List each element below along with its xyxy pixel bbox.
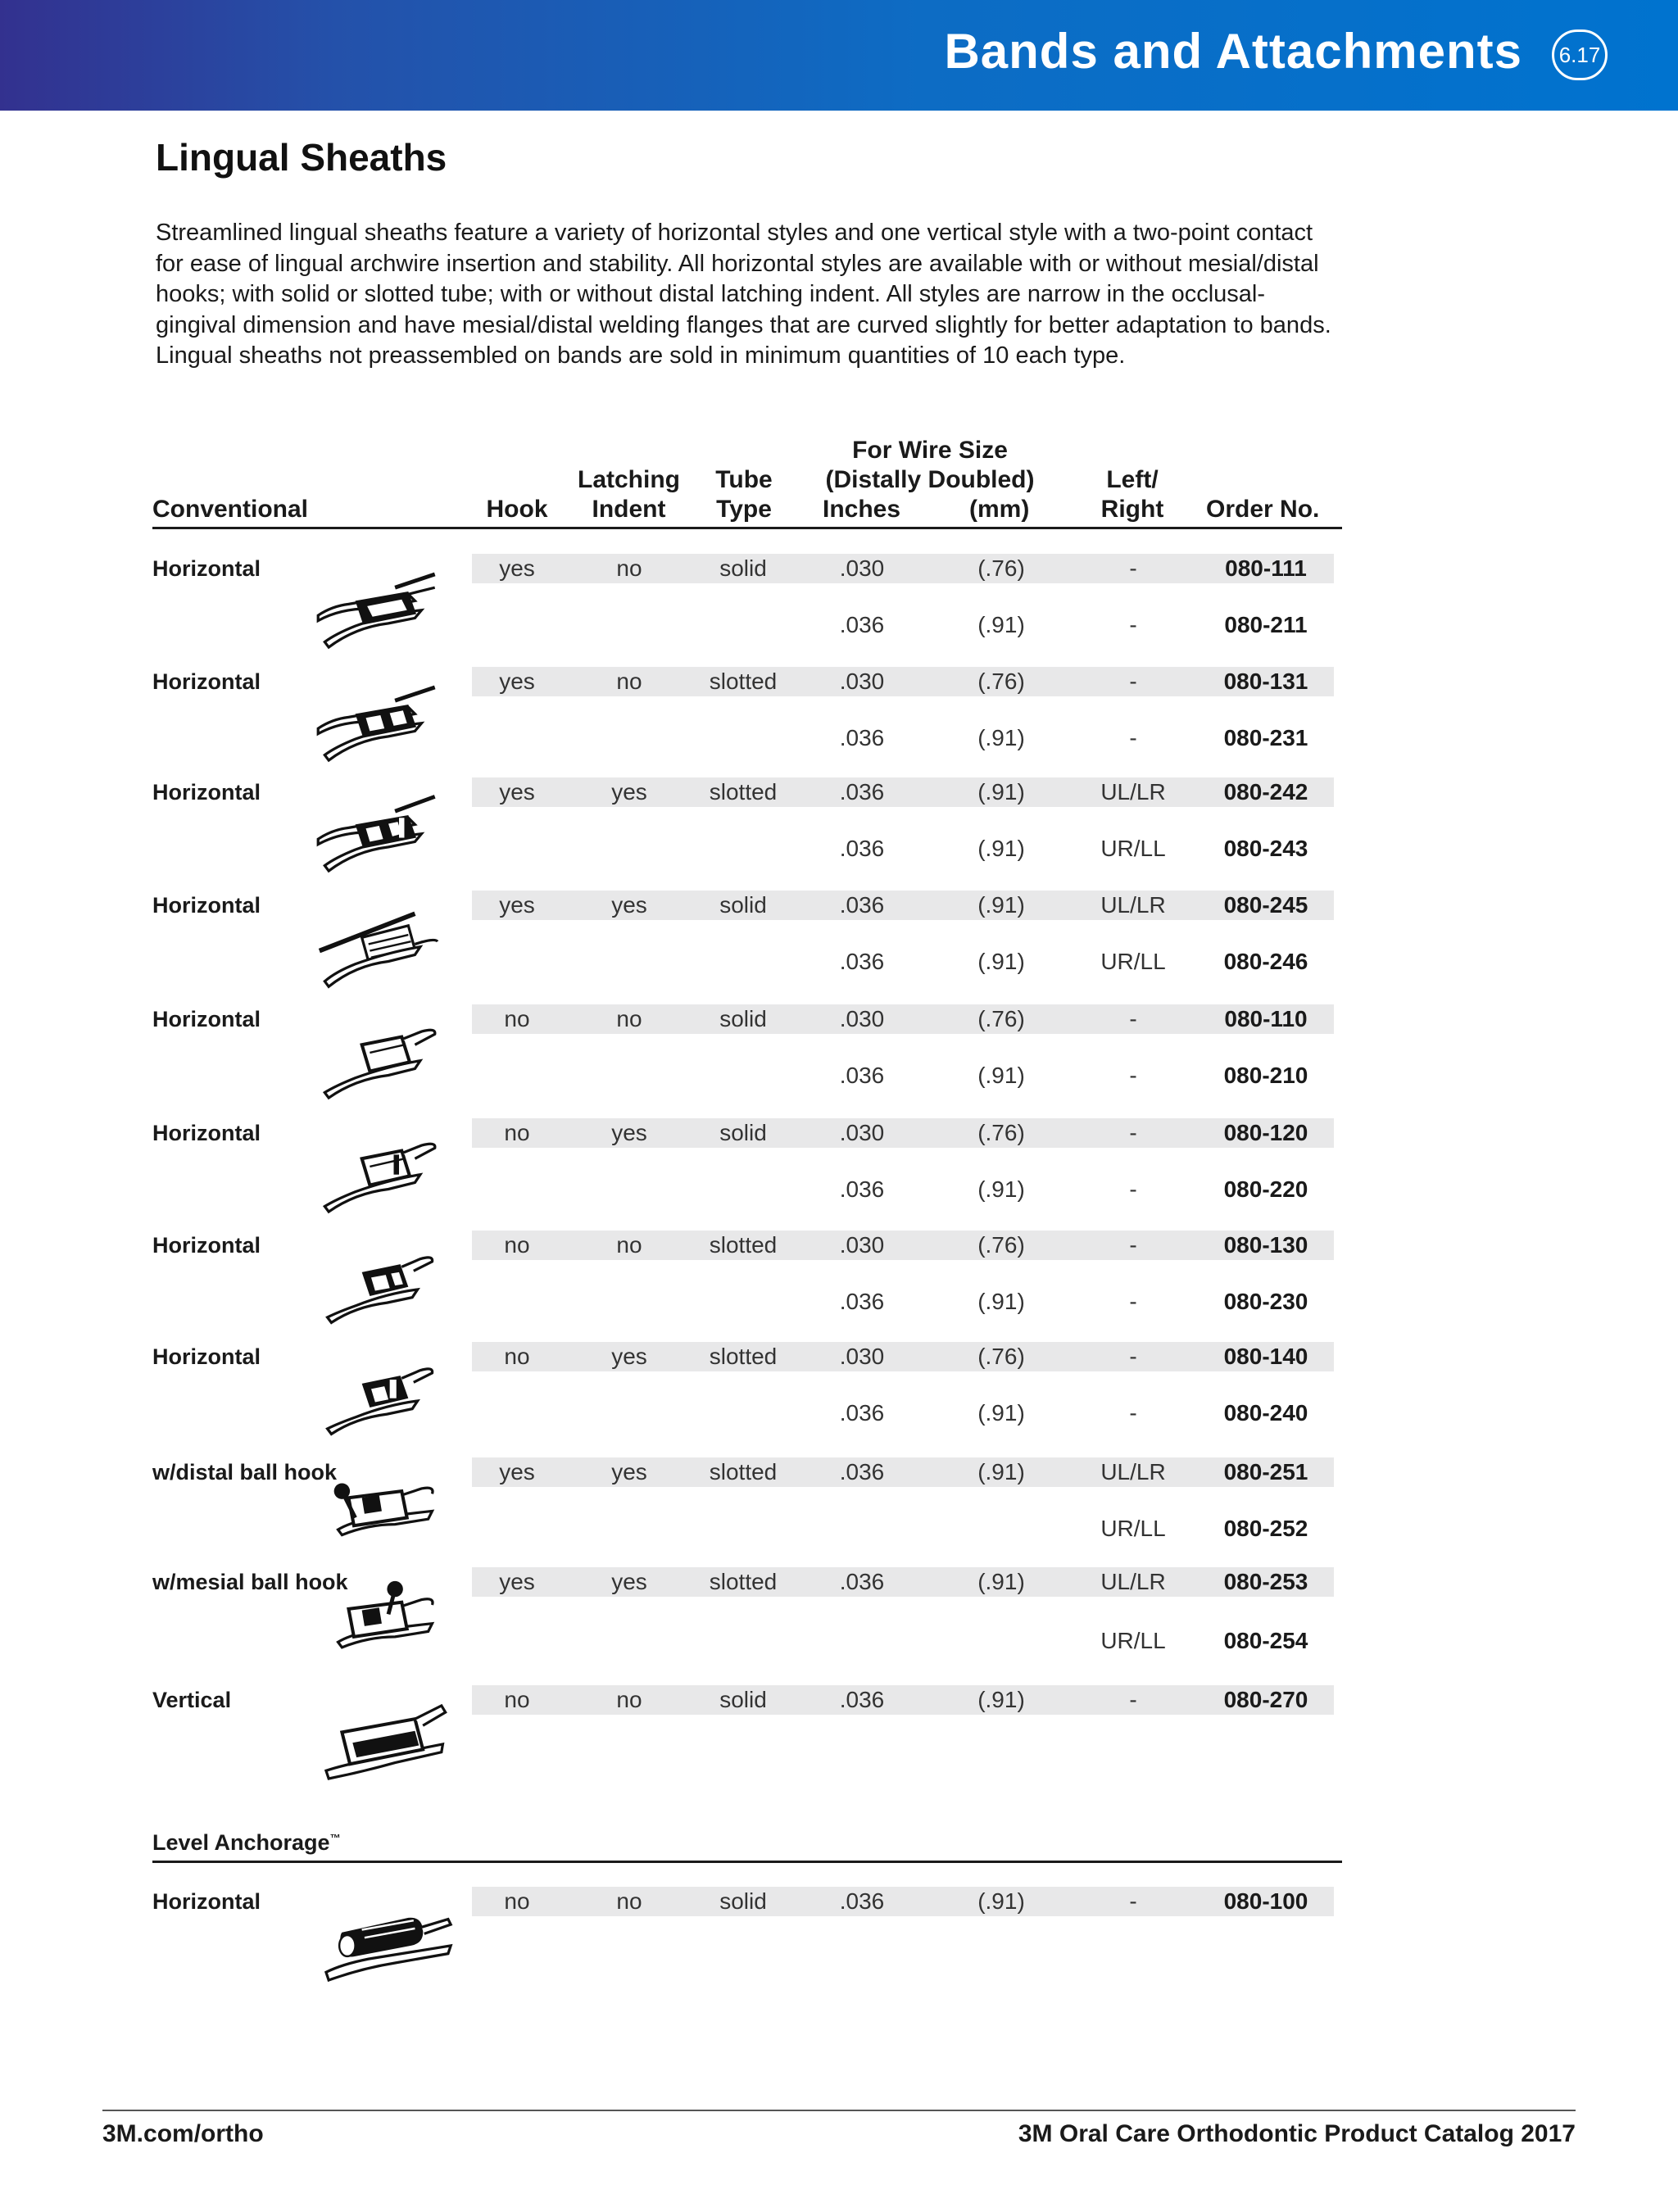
cell-left-right: - <box>1129 1400 1137 1426</box>
cell-tube-type: slotted <box>709 669 778 694</box>
cell-hook: no <box>504 1120 530 1145</box>
sheath-horizontal-plain-solid-icon <box>315 1014 455 1108</box>
group-label: Horizontal <box>152 780 261 805</box>
cell-tube-type <box>686 1514 800 1543</box>
cell-hook <box>468 1061 566 1090</box>
cell-left-right: UR/LL <box>1100 1628 1166 1653</box>
cell-inches <box>817 1514 907 1543</box>
cell-latching-indent <box>580 1514 678 1543</box>
cell-tube-type: slotted <box>709 1232 778 1258</box>
cell-left-right: - <box>1129 1687 1137 1712</box>
cell-hook: yes <box>499 1459 535 1484</box>
cell-order-no: 080-246 <box>1223 949 1308 974</box>
cell-order-no: 080-110 <box>1224 1006 1308 1031</box>
cell-hook <box>468 1626 566 1656</box>
sheath-horizontal-hook-solid-icon <box>315 564 455 658</box>
cell-latching-indent <box>580 723 678 753</box>
cell-latching-indent <box>580 1061 678 1090</box>
cell-inches: .036 <box>839 892 885 918</box>
col-header-wire-line2: (Distally Doubled) <box>825 466 1035 493</box>
cell-left-right: UL/LR <box>1100 779 1166 805</box>
header-rule <box>152 527 1342 529</box>
cell-left-right: UL/LR <box>1100 1569 1166 1594</box>
cell-latching-indent: no <box>616 1232 642 1258</box>
group-label: Horizontal <box>152 556 261 581</box>
cell-hook <box>468 723 566 753</box>
sheath-horizontal-latch-slotted-icon <box>315 1352 455 1446</box>
col-header-tube-line1: Tube <box>715 466 773 493</box>
cell-tube-type: solid <box>719 1006 767 1031</box>
cell-left-right: - <box>1129 555 1137 581</box>
cell-hook: no <box>504 1344 530 1369</box>
cell-inches: .036 <box>839 1176 885 1202</box>
cell-tube-type: solid <box>719 1120 767 1145</box>
cell-mm: (.91) <box>977 1063 1025 1088</box>
cell-tube-type: slotted <box>709 1344 778 1369</box>
cell-mm: (.76) <box>977 1232 1025 1258</box>
page-number-badge: 6.17 <box>1552 29 1608 80</box>
cell-order-no: 080-245 <box>1223 892 1308 918</box>
cell-latching-indent <box>580 834 678 863</box>
cell-hook <box>468 1175 566 1204</box>
cell-left-right: - <box>1129 1888 1137 1914</box>
cell-hook: yes <box>499 892 535 918</box>
col-header-lr-line2: Right <box>1100 496 1164 523</box>
footer-url: 3M.com/ortho <box>102 2120 264 2147</box>
cell-hook: yes <box>499 555 535 581</box>
col-header-inches: Inches <box>823 496 901 523</box>
cell-mm: (.91) <box>977 1289 1025 1314</box>
sheath-level-anchorage-icon <box>315 1897 455 1991</box>
sheath-distal-ball-hook-icon <box>315 1467 455 1562</box>
cell-mm: (.91) <box>977 892 1025 918</box>
col-header-mm: (mm) <box>969 496 1030 523</box>
cell-left-right: - <box>1129 1289 1137 1314</box>
cell-latching-indent <box>580 610 678 640</box>
cell-tube-type <box>686 1175 800 1204</box>
cell-inches: .030 <box>839 1344 885 1369</box>
cell-hook: yes <box>499 669 535 694</box>
cell-inches: .030 <box>839 669 885 694</box>
cell-order-no: 080-251 <box>1223 1459 1308 1484</box>
cell-order-no: 080-130 <box>1223 1232 1308 1258</box>
cell-order-no: 080-243 <box>1223 836 1308 861</box>
cell-latching-indent <box>580 1287 678 1317</box>
page-header-title: Bands and Attachments <box>944 24 1522 79</box>
cell-inches: .036 <box>839 949 885 974</box>
group-label: Horizontal <box>152 1007 261 1031</box>
cell-mm: (.91) <box>977 779 1025 805</box>
cell-tube-type: slotted <box>709 1459 778 1484</box>
cell-latching-indent <box>580 1398 678 1428</box>
cell-mm: (.91) <box>977 1888 1025 1914</box>
intro-line: Streamlined lingual sheaths feature a variety of horizontal styles and one vertical style with a two-point contact <box>156 220 1313 246</box>
cell-tube-type <box>686 1287 800 1317</box>
cell-inches: .036 <box>839 612 885 637</box>
cell-order-no: 080-253 <box>1223 1569 1308 1594</box>
footer-rule <box>102 2110 1576 2111</box>
cell-hook <box>468 834 566 863</box>
group-label: w/mesial ball hook <box>152 1570 348 1594</box>
cell-tube-type <box>686 610 800 640</box>
cell-left-right: - <box>1129 725 1137 750</box>
cell-inches: .036 <box>839 1400 885 1426</box>
intro-line: for ease of lingual archwire insertion and stability. All horizontal styles are available with or without mesial/distal <box>156 250 1319 277</box>
intro-line: gingival dimension and have mesial/distal welding flanges that are curved slightly for better adaptation to bands. <box>156 311 1331 338</box>
cell-latching-indent: yes <box>611 1459 647 1484</box>
cell-tube-type <box>686 947 800 977</box>
cell-mm: (.91) <box>977 725 1025 750</box>
footer-catalog-title: 3M Oral Care Orthodontic Product Catalog 2017 <box>1018 2120 1576 2147</box>
cell-left-right: UR/LL <box>1100 1516 1166 1541</box>
cell-left-right: UL/LR <box>1100 892 1166 918</box>
cell-order-no: 080-240 <box>1223 1400 1308 1426</box>
cell-left-right: - <box>1129 1344 1137 1369</box>
cell-tube-type <box>686 723 800 753</box>
cell-order-no: 080-131 <box>1223 669 1308 694</box>
group-label: Vertical <box>152 1688 232 1712</box>
cell-inches: .030 <box>839 1006 885 1031</box>
trademark-symbol: ™ <box>329 1832 341 1844</box>
sheath-mesial-ball-hook-icon <box>315 1577 455 1671</box>
cell-left-right: UL/LR <box>1100 1459 1166 1484</box>
cell-inches: .036 <box>839 1888 885 1914</box>
sheath-horizontal-latch-solid-icon <box>315 1128 455 1222</box>
cell-mm: (.76) <box>977 1120 1025 1145</box>
cell-latching-indent: no <box>616 1888 642 1914</box>
cell-latching-indent <box>580 1175 678 1204</box>
cell-latching-indent: no <box>616 669 642 694</box>
cell-mm: (.91) <box>977 1400 1025 1426</box>
cell-latching-indent: no <box>616 1687 642 1712</box>
col-header-order-no: Order No. <box>1206 496 1320 523</box>
cell-mm: (.91) <box>977 1176 1025 1202</box>
col-header-latching-line1: Latching <box>578 466 680 493</box>
col-header-tube-type <box>703 465 785 524</box>
cell-tube-type: slotted <box>709 779 778 805</box>
sheath-horizontal-hook-latch-slotted-icon <box>315 787 455 882</box>
cell-order-no: 080-252 <box>1223 1516 1308 1541</box>
cell-tube-type: solid <box>719 892 767 918</box>
cell-latching-indent: yes <box>611 1569 647 1594</box>
level-anchorage-rule <box>152 1861 1342 1863</box>
cell-tube-type <box>686 1626 800 1656</box>
cell-inches: .030 <box>839 555 885 581</box>
cell-latching-indent <box>580 1626 678 1656</box>
cell-hook <box>468 610 566 640</box>
sheath-horizontal-plain-slotted-icon <box>315 1240 455 1335</box>
level-anchorage-heading <box>152 1830 341 1856</box>
cell-tube-type <box>686 834 800 863</box>
cell-latching-indent: yes <box>611 1120 647 1145</box>
sheath-horizontal-hook-slotted-icon <box>315 677 455 771</box>
cell-order-no: 080-211 <box>1224 612 1308 637</box>
cell-inches: .036 <box>839 1063 885 1088</box>
cell-hook: no <box>504 1687 530 1712</box>
cell-mm: (.76) <box>977 1344 1025 1369</box>
cell-mm: (.91) <box>977 612 1025 637</box>
sheath-vertical-icon <box>315 1695 455 1789</box>
col-header-conventional: Conventional <box>152 496 309 523</box>
sheath-horizontal-hook-latch-solid-icon <box>315 900 455 995</box>
cell-mm: (.76) <box>977 1006 1025 1031</box>
cell-left-right: - <box>1129 612 1137 637</box>
group-label: Horizontal <box>152 1233 261 1258</box>
group-label: Horizontal <box>152 1344 261 1369</box>
cell-inches: .030 <box>839 1120 885 1145</box>
cell-hook: yes <box>499 779 535 805</box>
cell-mm: (.91) <box>977 1687 1025 1712</box>
cell-mm: (.76) <box>977 555 1025 581</box>
cell-hook <box>468 1514 566 1543</box>
cell-tube-type <box>686 1398 800 1428</box>
col-header-latching-line2: Indent <box>592 496 666 523</box>
cell-hook: yes <box>499 1569 535 1594</box>
cell-mm: (.91) <box>977 836 1025 861</box>
cell-order-no: 080-111 <box>1225 555 1307 581</box>
level-anchorage-title: Level Anchorage <box>152 1830 330 1855</box>
col-header-latching <box>574 465 684 524</box>
group-label: Horizontal <box>152 893 261 918</box>
cell-latching-indent: yes <box>611 779 647 805</box>
cell-left-right: - <box>1129 1232 1137 1258</box>
cell-left-right: - <box>1129 1176 1137 1202</box>
cell-mm <box>956 1514 1046 1543</box>
cell-order-no: 080-220 <box>1223 1176 1308 1202</box>
cell-latching-indent: yes <box>611 892 647 918</box>
cell-tube-type: slotted <box>709 1569 778 1594</box>
cell-order-no: 080-242 <box>1223 779 1308 805</box>
cell-latching-indent: no <box>616 1006 642 1031</box>
group-label: Horizontal <box>152 669 261 694</box>
col-header-lr-line1: Left/ <box>1106 466 1159 493</box>
intro-line: Lingual sheaths not preassembled on bands are sold in minimum quantities of 10 each type. <box>156 342 1126 369</box>
cell-order-no: 080-254 <box>1223 1628 1308 1653</box>
cell-inches: .036 <box>839 1687 885 1712</box>
header-banner <box>0 0 1678 111</box>
cell-inches <box>817 1626 907 1656</box>
cell-inches: .036 <box>839 1459 885 1484</box>
cell-tube-type: solid <box>719 1888 767 1914</box>
cell-inches: .036 <box>839 836 885 861</box>
cell-latching-indent <box>580 947 678 977</box>
intro-line: hooks; with solid or slotted tube; with or without distal latching indent. All styles are narrow in the occlusal- <box>156 281 1266 307</box>
cell-hook <box>468 947 566 977</box>
cell-left-right: UR/LL <box>1100 949 1166 974</box>
cell-order-no: 080-230 <box>1223 1289 1308 1314</box>
cell-order-no: 080-140 <box>1223 1344 1308 1369</box>
group-label: w/distal ball hook <box>152 1460 338 1484</box>
cell-mm: (.91) <box>977 1459 1025 1484</box>
col-header-tube-line2: Type <box>716 496 772 523</box>
cell-tube-type: solid <box>719 1687 767 1712</box>
cell-inches: .036 <box>839 725 885 750</box>
col-header-wire-line1: For Wire Size <box>852 437 1008 464</box>
cell-mm: (.76) <box>977 669 1025 694</box>
cell-hook: no <box>504 1888 530 1914</box>
cell-hook: no <box>504 1232 530 1258</box>
cell-hook: no <box>504 1006 530 1031</box>
col-header-wire-size <box>807 436 1053 495</box>
intro-paragraph <box>156 218 1483 372</box>
cell-inches: .030 <box>839 1232 885 1258</box>
cell-left-right: - <box>1129 1120 1137 1145</box>
cell-latching-indent: yes <box>611 1344 647 1369</box>
cell-left-right: - <box>1129 669 1137 694</box>
cell-mm <box>956 1626 1046 1656</box>
col-header-left-right <box>1090 465 1175 524</box>
cell-hook <box>468 1287 566 1317</box>
group-label: Horizontal <box>152 1121 261 1145</box>
cell-hook <box>468 1398 566 1428</box>
cell-latching-indent: no <box>616 555 642 581</box>
group-label: Horizontal <box>152 1889 261 1914</box>
cell-order-no: 080-231 <box>1223 725 1308 750</box>
cell-order-no: 080-100 <box>1223 1888 1308 1914</box>
cell-order-no: 080-210 <box>1223 1063 1308 1088</box>
cell-mm: (.91) <box>977 949 1025 974</box>
cell-left-right: - <box>1129 1063 1137 1088</box>
cell-inches: .036 <box>839 1289 885 1314</box>
cell-inches: .036 <box>839 1569 885 1594</box>
cell-inches: .036 <box>839 779 885 805</box>
cell-left-right: - <box>1129 1006 1137 1031</box>
section-title: Lingual Sheaths <box>156 136 447 179</box>
col-header-hook: Hook <box>486 496 548 523</box>
cell-tube-type: solid <box>719 555 767 581</box>
cell-order-no: 080-120 <box>1223 1120 1308 1145</box>
cell-mm: (.91) <box>977 1569 1025 1594</box>
cell-left-right: UR/LL <box>1100 836 1166 861</box>
cell-order-no: 080-270 <box>1223 1687 1308 1712</box>
cell-tube-type <box>686 1061 800 1090</box>
